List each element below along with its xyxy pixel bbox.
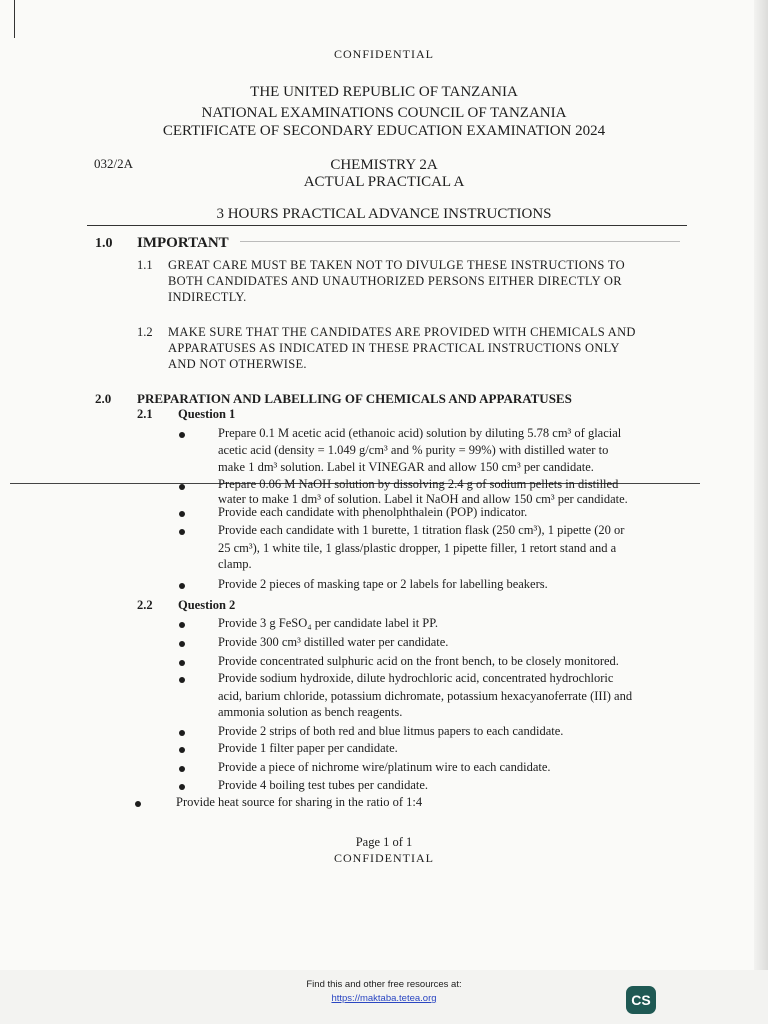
resources-link[interactable]: https://maktaba.tetea.org: [331, 993, 437, 1004]
question-1-title: Question 1: [178, 407, 236, 421]
q1-bullet-1-line-2: acetic acid (density = 1.049 g/cm³ and % purity = 99%) with distilled water to: [218, 443, 609, 457]
bullet-icon: [179, 432, 185, 438]
title-rule: [87, 225, 687, 226]
bullet-icon: [179, 660, 185, 666]
confidential-top: CONFIDENTIAL: [334, 47, 434, 61]
bullet-icon: [179, 677, 185, 683]
page-edge: [754, 0, 768, 970]
bullet-icon: [179, 583, 185, 589]
scan-artifact-line: [240, 241, 680, 242]
q1-bullet-3: Provide each candidate with phenolphthalein (POP) indicator.: [218, 505, 528, 519]
q1-bullet-1-line-1: Prepare 0.1 M acetic acid (ethanoic acid) solution by diluting 5.78 cm³ of glacial: [218, 426, 622, 440]
bullet-icon: [179, 747, 185, 753]
section-1-title: IMPORTANT: [137, 235, 229, 251]
section-2-number: 2.0: [95, 391, 112, 406]
bullet-icon: [179, 784, 185, 790]
q1-bullet-1-line-3: make 1 dm³ solution. Label it VINEGAR and allow 150 cm³ per candidate.: [218, 460, 594, 474]
bullet-icon: [179, 484, 185, 490]
header-line-1: THE UNITED REPUBLIC OF TANZANIA: [250, 84, 518, 100]
section-2-title: PREPARATION AND LABELLING OF CHEMICALS AND APPARATUSES: [137, 391, 572, 406]
q2-bullet-4-line-1: Provide sodium hydroxide, dilute hydrochloric acid, concentrated hydrochloric: [218, 671, 614, 685]
q1-bullet-2-line-1: Prepare 0.06 M NaOH solution by dissolving 2.4 g of sodium pellets in distilled: [218, 477, 619, 491]
paper-code: 032/2A: [94, 156, 133, 171]
question-2-number: 2.2: [137, 598, 153, 612]
q2-bullet-4-line-3: ammonia solution as bench reagents.: [218, 705, 403, 719]
q1-bullet-4-line-1: Provide each candidate with 1 burette, 1 titration flask (250 cm³), 1 pipette (20 or: [218, 523, 625, 537]
instructions-title: 3 HOURS PRACTICAL ADVANCE INSTRUCTIONS: [216, 206, 552, 222]
header-line-3: CERTIFICATE OF SECONDARY EDUCATION EXAMINATION 2024: [162, 123, 606, 139]
bullet-icon: [179, 622, 185, 628]
q2-bullet-2: Provide 300 cm³ distilled water per candidate.: [218, 635, 449, 649]
paper-title: ACTUAL PRACTICAL A: [303, 174, 465, 190]
subject-title: CHEMISTRY 2A: [330, 157, 438, 173]
q1-bullet-4-line-3: clamp.: [218, 557, 252, 571]
question-2-title: Question 2: [178, 598, 236, 612]
bullet-icon: [179, 511, 185, 517]
q2-bullet-5: Provide 2 strips of both red and blue litmus papers to each candidate.: [218, 724, 564, 738]
q2-bullet-3: Provide concentrated sulphuric acid on the front bench, to be closely monitored.: [218, 654, 619, 668]
bullet-icon: [135, 801, 141, 807]
bullet-icon: [179, 641, 185, 647]
item-1-2-line-1: MAKE SURE THAT THE CANDIDATES ARE PROVIDED WITH CHEMICALS AND: [168, 325, 636, 339]
item-1-1-line-1: GREAT CARE MUST BE TAKEN NOT TO DIVULGE THESE INSTRUCTIONS TO: [168, 258, 625, 272]
page-number: Page 1 of 1: [355, 835, 413, 849]
scan-edge-line: [14, 0, 15, 38]
bullet-icon: [179, 529, 185, 535]
item-1-1-number: 1.1: [137, 258, 153, 272]
item-1-1-line-3: INDIRECTLY.: [168, 290, 247, 304]
header-line-2: NATIONAL EXAMINATIONS COUNCIL OF TANZANIA: [201, 105, 567, 121]
q1-bullet-2-line-2: water to make 1 dm³ of solution. Label it NaOH and allow 150 cm³ per candidate.: [218, 492, 628, 506]
item-1-2-line-3: AND NOT OTHERWISE.: [168, 357, 307, 371]
bullet-icon: [179, 766, 185, 772]
q1-bullet-4-line-2: 25 cm³), 1 white tile, 1 glass/plastic dropper, 1 pipette filler, 1 retort stand and a: [218, 541, 617, 555]
q2-bullet-4-line-2: acid, barium chloride, potassium dichromate, potassium hexacyanoferrate (III) and: [218, 689, 633, 703]
item-1-1-line-2: BOTH CANDIDATES AND UNAUTHORIZED PERSONS EITHER DIRECTLY OR: [168, 274, 622, 288]
item-1-2-number: 1.2: [137, 325, 153, 339]
q2-bullet-8: Provide 4 boiling test tubes per candidate.: [218, 778, 429, 792]
question-1-number: 2.1: [137, 407, 153, 421]
q2-bullet-1: Provide 3 g FeSO₄ per candidate label it PP.: [218, 616, 438, 630]
item-1-2-line-2: APPARATUSES AS INDICATED IN THESE PRACTICAL INSTRUCTIONS ONLY: [168, 341, 620, 355]
q1-bullet-5: Provide 2 pieces of masking tape or 2 labels for labelling beakers.: [218, 577, 548, 591]
q2-bullet-7: Provide a piece of nichrome wire/platinum wire to each candidate.: [218, 760, 551, 774]
section-1-number: 1.0: [95, 236, 113, 251]
q2-bullet-6: Provide 1 filter paper per candidate.: [218, 741, 398, 755]
q2-bullet-9: Provide heat source for sharing in the ratio of 1:4: [176, 795, 423, 809]
resources-text: Find this and other free resources at:: [306, 979, 462, 990]
confidential-bottom: CONFIDENTIAL: [334, 851, 434, 865]
bullet-icon: [179, 730, 185, 736]
camscanner-logo: CS: [626, 986, 656, 1014]
